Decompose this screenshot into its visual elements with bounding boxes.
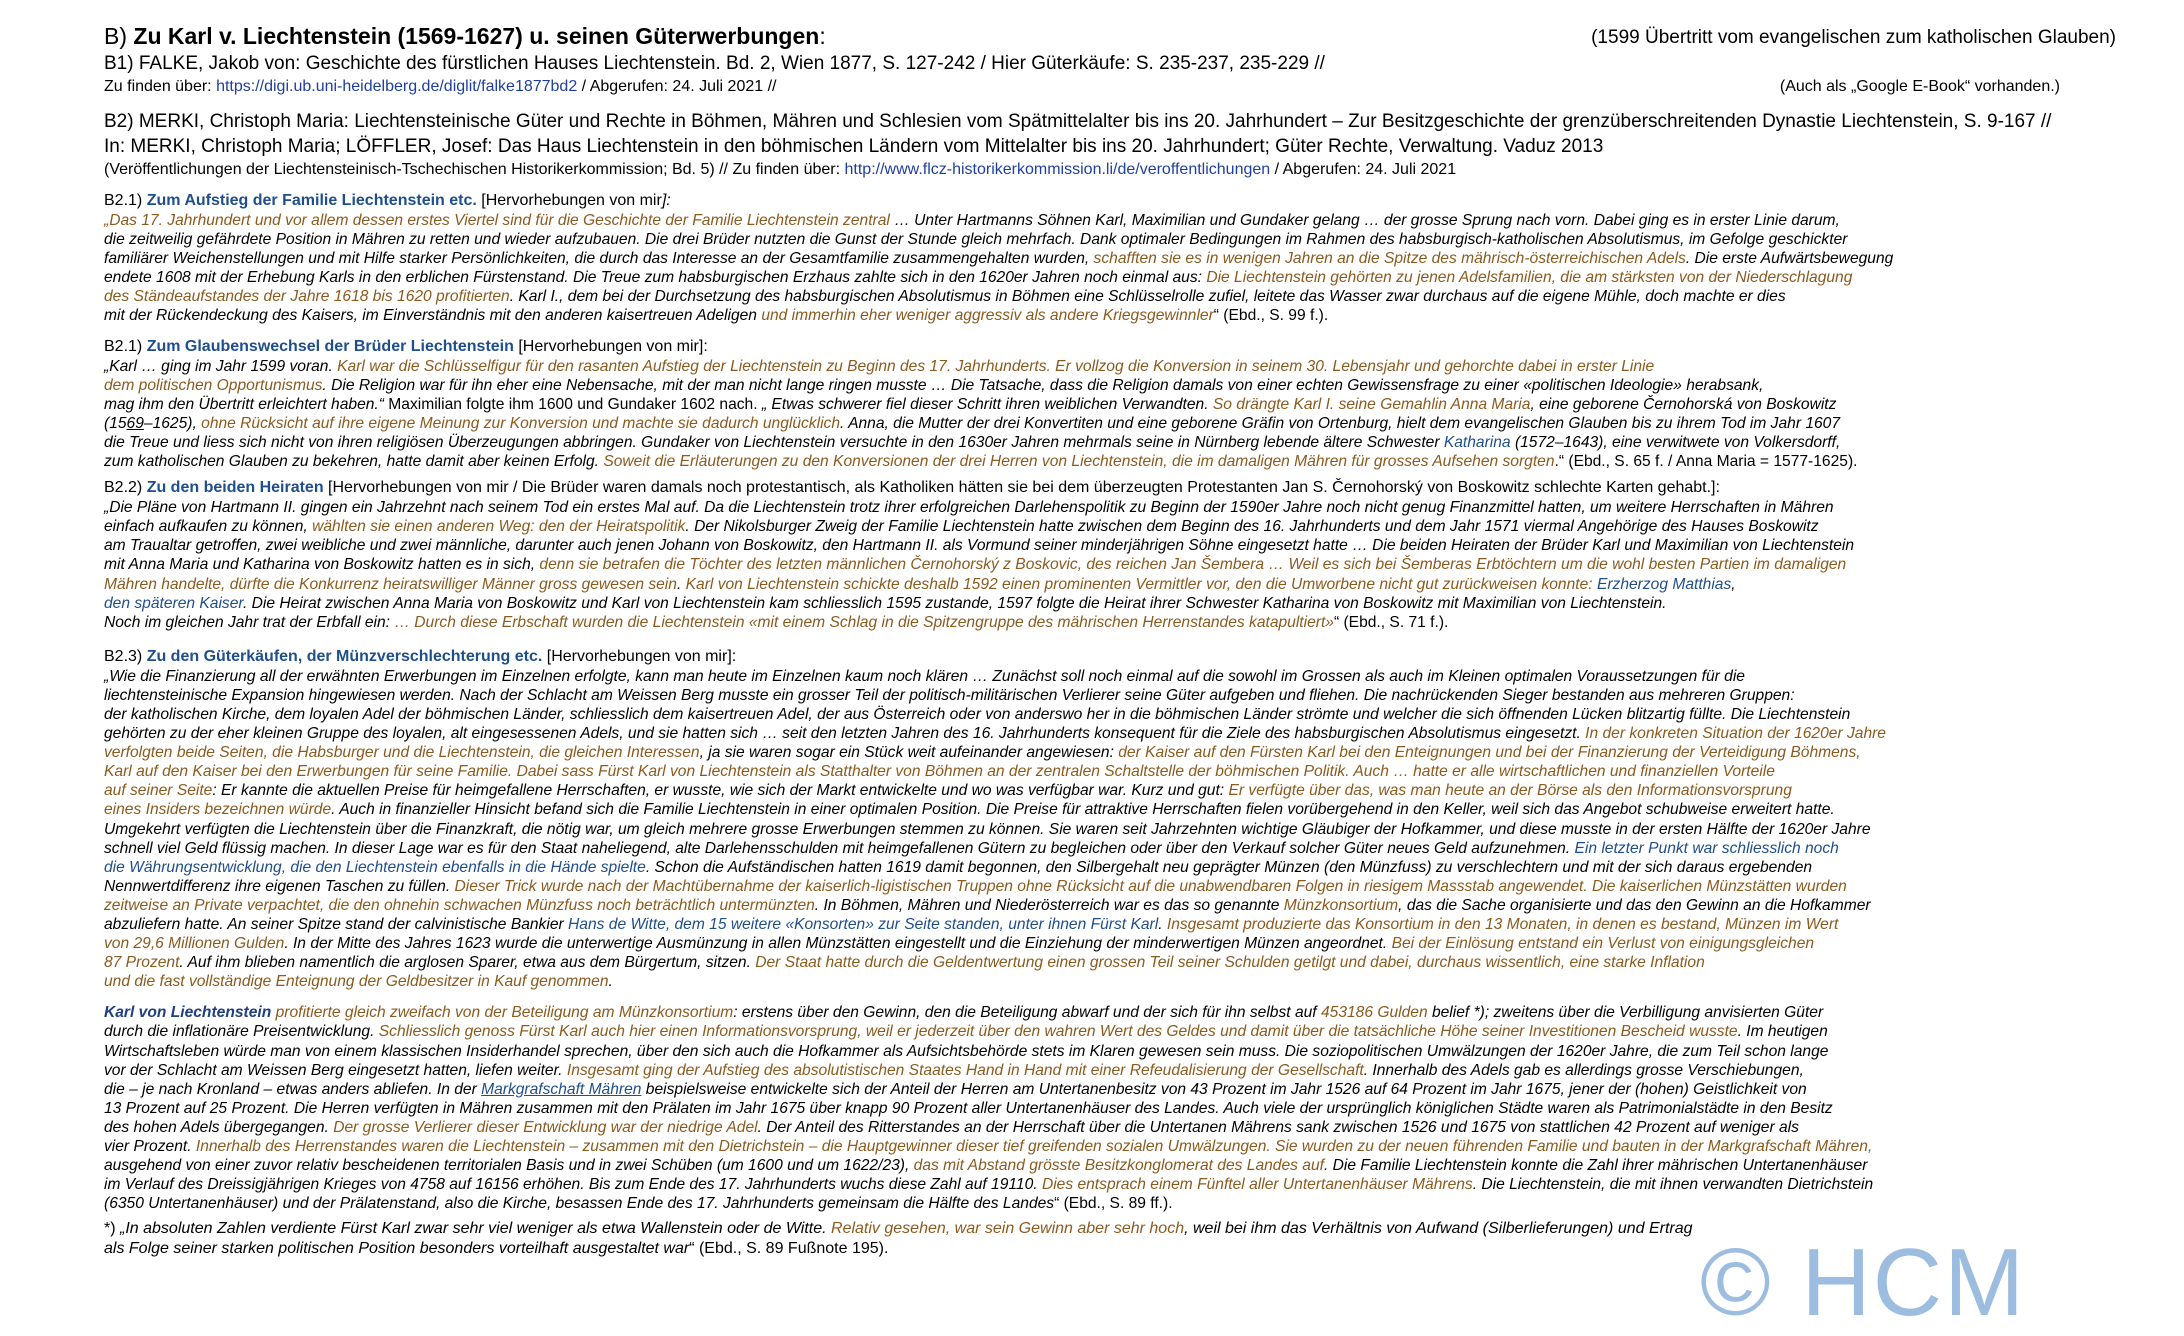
quote-text: vor der Schlacht am Weissen Berg eingesetzt hatten, liefen weiter. — [104, 1061, 567, 1079]
quote-text: mit Anna Maria und Katharina von Boskowitz hatten es in sich, — [104, 556, 540, 574]
highlight-text: zeitweise an Private verpachtet, die den ohnehin schwachen Münzfuss noch beträchtlich untermünzten — [104, 896, 815, 914]
text-line — [104, 230, 2144, 249]
text-line — [104, 915, 2144, 934]
quote-text: 13 Prozent auf 25 Prozent. Die Herren verfügten in Mähren zusammen mit den Prälaten im Jahr 1675 über knapp 90 Prozent aller Untertanenhäuser des Landes. Auch viele der ursprünglich königlichen Städte waren als Patrimonialstädte in den Besitz — [104, 1099, 1833, 1117]
text-line — [104, 452, 2144, 471]
text-line — [104, 839, 2144, 858]
text-line — [104, 953, 2144, 972]
section-heading — [104, 190, 2144, 211]
text-line — [104, 376, 2144, 395]
b1-find-suffix: / Abgerufen: 24. Juli 2021 // — [577, 78, 777, 95]
header-colon: : — [819, 23, 826, 49]
text-line — [104, 555, 2144, 574]
footnote-highlight: Relativ gesehen, war sein Gewinn aber sehr hoch — [831, 1220, 1185, 1238]
highlight-text: So drängte Karl I. seine Gemahlin Anna Maria — [1212, 395, 1531, 413]
b2-line3-suffix: / Abgerufen: 24. Juli 2021 — [1270, 161, 1457, 178]
quote-text: (1572–1643), eine verwitwete von Volkersdorff, — [1510, 433, 1841, 451]
person-name: Karl von Liechtenstein — [104, 1004, 272, 1022]
section-title: Zum Glaubenswechsel der Brüder Liechtenstein — [146, 337, 514, 355]
text-line — [104, 800, 2144, 819]
text-line — [104, 934, 2144, 953]
section-number: B2.1) — [104, 192, 147, 209]
header-title-row — [104, 22, 2144, 51]
citation-ref: “ (Ebd., S. 89 ff.). — [1054, 1195, 1173, 1213]
b1-citation: B1) FALKE, Jakob von: Geschichte des fürstlichen Hauses Liechtenstein. Bd. 2, Wien 1877, S. 127-242 / Hier Güterkäufe: S. 235-237, 235-229 // — [104, 53, 1325, 74]
b1-link[interactable]: https://digi.ub.uni-heidelberg.de/diglit/falke1877bd2 — [216, 78, 578, 95]
text-line — [104, 594, 2144, 613]
highlight-text: und die fast vollständige Enteignung der Geldbesitzer in Kauf genommen — [104, 973, 609, 991]
section-note: [Hervorhebungen von mir]: — [513, 337, 708, 355]
quote-text: die – je nach Kronland – etwas anders abliefen. In der — [104, 1080, 482, 1098]
text-line — [104, 306, 2144, 325]
text-line — [104, 287, 2144, 306]
section-number: B2.3) — [104, 647, 147, 665]
b2-citation-line1: B2) MERKI, Christoph Maria: Liechtensteinische Güter und Rechte in Böhmen, Mähren und Schlesien vom Spätmittelalter bis ins 20. Jahrhundert – Zur Besitzgeschichte der grenzüberschreitenden Dynastie Liechtenstein, S. 9-167 // — [104, 111, 2052, 132]
text-line — [104, 1061, 2144, 1080]
text-line — [104, 1137, 2144, 1156]
section-heading — [104, 646, 2144, 667]
highlight-text: … Durch diese Erbschaft wurden die Liechtenstein «mit einem Schlag in die Spitzengruppe des mährischen Herrenstandes katapultiert» — [394, 613, 1334, 631]
text-line — [104, 1118, 2144, 1137]
text-line — [104, 268, 2144, 287]
section-karl-profit — [104, 1003, 2144, 1259]
quote-text: Nennwertdifferenz ihre eigenen Taschen zu füllen. — [104, 877, 455, 895]
text-line — [104, 1156, 2144, 1175]
quote-text: mit der Rückendeckung des Kaisers, im Einverständnis mit den anderen kaisertreuen Adeligen — [104, 307, 762, 325]
text-line — [104, 575, 2144, 594]
quote-text: (6350 Untertanenhäuser) und der Prälatenstand, also die Kirche, besassen Ende des 17. Jahrhunderts gemeinsam die Hälfte des Landes — [104, 1195, 1055, 1213]
highlight-text: Karl von Liechtenstein schickte deshalb 1592 einen prominenten Vermittler vor, den die Umworbene nicht gut zurückweisen konnte: — [685, 575, 1597, 593]
quote-text: –1625), — [143, 414, 202, 432]
text-line — [104, 249, 2144, 268]
text-line — [104, 1080, 2144, 1099]
highlight-text: denn sie betrafen die Töchter des letzten männlichen Černohorský z Boskovic, des reichen Jan Šembera … Weil es sich bei Šemberas Erbtöchtern um die wohl besten Partien im damaligen — [539, 556, 1847, 574]
text-line — [104, 433, 2144, 452]
highlight-text: Der Staat hatte durch die Geldentwertung einen grossen Teil seiner Schulden getilgt und dabei, durchaus wissentlich, eine starke Inflation — [755, 954, 1705, 972]
conversion-note: (1599 Übertritt vom evangelischen zum katholischen Glauben) — [1591, 27, 2116, 48]
highlight-text: Karl auf den Kaiser bei den Erwerbungen für seine Familie. Dabei sass Fürst Karl von Liechtenstein als Statthalter von Böhmen an der zentralen Schaltstelle der böhmischen Politik. Auch … hatte er alle wirtschaftlichen und finanziellen Vorteile — [104, 763, 1775, 781]
underlined-text: 69 — [126, 414, 144, 432]
highlight-text: Dies entsprach einem Fünftel aller Untertanenhäuser Mährens — [1041, 1176, 1473, 1194]
text-line — [104, 1003, 2144, 1022]
highlight-text: Mähren handelte, dürfte die Konkurrenz heiratswilliger Männer gross gewesen sein — [104, 575, 677, 593]
text-line — [104, 896, 2144, 915]
b2-line3-prefix: (Veröffentlichungen der Liechtensteinisch-Tschechischen Historikerkommission; Bd. 5) // Zu finden über: — [104, 161, 845, 178]
text-line — [104, 1042, 2144, 1061]
b1-find-prefix: Zu finden über: — [104, 78, 217, 95]
name-highlight: Katharina — [1443, 433, 1511, 451]
text-line — [104, 414, 2144, 433]
name-highlight: den späteren Kaiser — [104, 594, 243, 612]
text-line — [104, 613, 2144, 632]
text-line — [104, 1175, 2144, 1194]
blue-highlight: die Währungsentwicklung, die den Liechtenstein ebenfalls in die Hände spielte — [104, 858, 646, 876]
quote-text: . Der Nikolsburger Zweig der Familie Liechtenstein hatte zwischen dem Beginn des 16. Jahrhunderts und dem Jahr 1571 viermal Angehörige des Hauses Boskowitz — [685, 518, 1819, 536]
quote-text: . Der Anteil des Ritterstandes an der Herrschaft über die Untertanen Mährens sank zwischen 1526 und 1675 von stattlichen 42 Prozent auf weniger als — [757, 1118, 1799, 1136]
quote-text: . — [676, 575, 686, 593]
quote-paragraph-3 — [104, 498, 2144, 632]
text-line — [104, 877, 2144, 896]
quote-text: Umgekehrt verfügten die Liechtenstein über die Finanzkraft, die nötig war, um gleich mehrere grosse Erwerbungen stemmen zu können. Sie waren seit Jahrzehnten wichtige Gläubiger der Hofkammer, und diese musste in der ersten Hälfte der 1620er Jahre — [104, 820, 1871, 838]
name-highlight: Erzherzog Matthias — [1596, 575, 1732, 593]
highlight-text: dem politischen Opportunismus — [104, 376, 323, 394]
highlight-text: ohne Rücksicht auf ihre eigene Meinung zur Konversion und machte sie dadurch unglücklich — [201, 414, 840, 432]
section-number: B2.2) — [104, 479, 147, 497]
highlight-text: Karl war die Schlüsselfigur für den rasanten Aufstieg der Liechtenstein zu Beginn des 17. Jahrhunderts. Er vollzog die Konversion in seinem 30. Lebensjahr und gehorchte dabei in erster Linie — [337, 357, 1655, 375]
text-line — [104, 1194, 2144, 1213]
text-line — [104, 724, 2144, 743]
quote-text: . Die Religion war für ihn eher eine Nebensache, mit der man nicht lange ringen musste … Die Tatsache, dass die Religion damals von einer echten Gewissensfrage zu einer «politischen Ideologie» herabsank, — [322, 376, 1764, 394]
highlight-text: von 29,6 Millionen Gulden — [104, 935, 285, 953]
quote-paragraph-1 — [104, 211, 2144, 326]
header-prefix: B) — [104, 23, 134, 49]
text-line — [104, 498, 2144, 517]
quote-text: „Die Pläne von Hartmann II. gingen ein Jahrzehnt nach seinem Tod ein erstes Mal auf. Da die Liechtenstein trotz ihrer erfolgreichen Darlehenspolitik zu Beginn der 1590er Jahre noch nicht genug Finanzmittel hatten, um weitere Herrschaften in Mähren — [104, 499, 1834, 517]
highlight-text: 87 Prozent — [104, 954, 180, 972]
b1-find-row — [104, 76, 2144, 97]
section-title: Zum Aufstieg der Familie Liechtenstein etc. — [146, 192, 477, 209]
quote-text: . Die Familie Liechtenstein konnte die Zahl ihrer mährischen Untertanenhäuser — [1323, 1157, 1868, 1175]
text-line — [104, 357, 2144, 376]
quote-text: . — [1158, 916, 1167, 933]
quote-text: abzuliefern hatte. An seiner Spitze stand der calvinistische Bankier — [104, 916, 569, 933]
highlight-text: wählten sie einen anderen Weg: den der Heiratspolitik — [312, 518, 686, 536]
quote-text: . — [608, 973, 613, 991]
document-page — [104, 22, 2144, 1259]
highlight-text: Münzkonsortium — [1283, 896, 1399, 914]
citation-ref: “ (Ebd., S. 99 f.). — [1213, 307, 1329, 325]
quote-text: , ja sie waren sogar ein Stück weit aufeinander angewiesen: — [699, 744, 1119, 762]
quote-text: belief *); zweitens über die Verbilligung anvisierten Güter — [1427, 1004, 1824, 1022]
highlight-text: Insgesamt ging der Aufstieg des absolutistischen Staates Hand in Hand mit einer Refeudalisierung der Gesellschaft — [566, 1061, 1364, 1079]
quote-text: . Auf ihm blieben namentlich die arglosen Sparer, etwa aus dem Bürgertum, sitzen. — [179, 954, 756, 972]
section-title: Zu den beiden Heiraten — [146, 479, 324, 497]
copyright-watermark: © HCM — [1700, 1229, 2027, 1336]
quote-text: . Innerhalb des Adels gab es allerdings grosse Verschiebungen, — [1363, 1061, 1804, 1079]
quote-text: . Die Liechtenstein, die mit ihnen verwandten Dietrichstein — [1472, 1176, 1874, 1194]
highlight-text: Bei der Einlösung entstand ein Verlust von einigungsgleichen — [1391, 935, 1815, 953]
section-heading — [104, 477, 2144, 498]
upright-text: Maximilian folgte ihm 1600 und Gundaker 1602 nach. — [383, 395, 762, 413]
quote-text: . Schon die Aufständischen hatten 1619 damit begonnen, den Silbergehalt neu geprägter Münzen (den Münzfuss) zu verschlechtern und mit der sich daraus ergebenden — [645, 858, 1813, 876]
highlight-text: auf seiner Seite — [104, 782, 213, 800]
footnote-text: „In absoluten Zahlen verdiente Fürst Karl zwar sehr viel weniger als etwa Wallenstein oder de Witte. — [120, 1220, 832, 1238]
quote-text: ausgehend von einer zuvor relativ bescheidenen territorialen Basis und in zwei Schüben (um 1600 und um 1622/23), — [104, 1157, 914, 1175]
quote-text: durch die inflationäre Preisentwicklung. — [104, 1023, 379, 1041]
quote-text: des hohen Adels übergegangen. — [104, 1118, 334, 1136]
quote-text: , — [1731, 575, 1736, 593]
section-aufstieg — [104, 190, 2144, 326]
quote-text: . In Böhmen, Mähren und Niederösterreich war es das so genannte — [814, 896, 1284, 914]
quote-text: einfach aufkaufen zu können, — [104, 518, 313, 536]
quote-text: familiärer Weichenstellungen und mit Hilfe starker Persönlichkeiten, die durch das Interesse an der Gesamtfamilie zusammengehalten wurden, — [104, 250, 1094, 268]
highlight-text: verfolgten beide Seiten, die Habsburger und die Liechtenstein, die gleichen Interessen — [104, 744, 700, 762]
section-number: B2.1) — [104, 337, 147, 355]
quote-paragraph-2 — [104, 357, 2144, 472]
section-glaubenswechsel — [104, 336, 2144, 472]
section-note: [Hervorhebungen von mir]: — [542, 647, 737, 665]
quote-text: mag ihm den Übertritt erleichtert haben.“ — [104, 395, 384, 413]
text-line — [104, 858, 2144, 877]
page-title: Zu Karl v. Liechtenstein (1569-1627) u. seinen Güterwerbungen — [133, 23, 820, 49]
quote-text: vier Prozent. — [104, 1138, 196, 1156]
text-line — [104, 743, 2144, 762]
quote-text: gehörten zu der eher kleinen Gruppe des loyalen, alt eingesessenen Adels, und sie hatten sich … seit den letzten Jahren des 16. Jahrhunderts konsequent für die Ziele des habsburgischen Absolutismus eingesetzt. — [104, 725, 1586, 743]
quote-text: Wirtschaftsleben würde man von einem klassischen Insiderhandel sprechen, über den sich auch die Hofkammer als Aufsichtsbehörde stets im Klaren gewesen sein muss. Die soziopolitischen Umwälzungen der 1620er Jahre, die zum Teil schon lange — [104, 1042, 1829, 1060]
quote-text: „Wie die Finanzierung all der erwähnten Erwerbungen im Einzelnen erfolgte, kann man heute im Einzelnen kaum noch klären … Zunächst soll noch einmal auf die sowohl im Grossen als auch im Kleinen optimalen Voraussetzungen für die — [104, 667, 1745, 685]
footnote-text: , weil bei ihm das Verhältnis von Aufwand (Silberlieferungen) und Ertrag — [1184, 1220, 1693, 1238]
quote-text: . Im heutigen — [1737, 1023, 1828, 1041]
highlight-text: Schliesslich genoss Fürst Karl auch hier einen Informationsvorsprung, weil er jederzeit über den wahren Wert des Geldes und damit über die tatsächliche Höhe seiner Investitionen Bescheid wusste — [378, 1023, 1738, 1041]
quote-text: am Traualtar getroffen, zwei weibliche und zwei männliche, darunter auch jenen Johann von Boskowitz, den Hartmann II. als Vormund seiner minderjährigen Söhne eingesetzt hatte … Die beiden Heiraten der Brüder Karl und Maximilian von Liechtenstein — [104, 537, 1855, 555]
quote-text: . Die Heirat zwischen Anna Maria von Boskowitz und Karl von Liechtenstein kam schliesslich 1595 zustande, 1597 folgte die Heirat ihrer Schwester Katharina von Boskowitz mit Maximilian von Liechtenstein. — [243, 594, 1667, 612]
text-line — [104, 820, 2144, 839]
highlight-text: Soweit die Erläuterungen zu den Konversionen der drei Herren von Liechtenstein, die im damaligen Mähren für grosses Aufsehen sorgten — [603, 453, 1555, 471]
blue-highlight: Ein letzter Punkt war schliesslich noch — [1574, 839, 1839, 857]
quote-text: liechtensteinische Expansion hingewiesen werden. Nach der Schlacht am Weissen Berg musste ein grosser Teil der politisch-militärischen Verlierer seine Güter aufgeben und fliehen. Die nachrückenden Sieger bestanden aus mehreren Gruppen: — [104, 686, 1795, 704]
b2-citation-line2: In: MERKI, Christoph Maria; LÖFFLER, Josef: Das Haus Liechtenstein in den böhmischen Ländern vom Mittelalter bis ins 20. Jahrhundert; Güter Rechte, Verwaltung. Vaduz 2013 — [104, 136, 1604, 157]
text-line — [104, 781, 2144, 800]
highlight-text: Dieser Trick wurde nach der Machtübernahme der kaiserlich-ligistischen Truppen ohne Rücksicht auf die unabwendbaren Folgen in riesigem Massstab angewendet. Die kaiserlichen Münzstätten wurden — [454, 877, 1847, 895]
quote-text: : erstens über den Gewinn, den die Beteiligung abwarf und der sich für ihn selbst auf — [733, 1004, 1321, 1022]
quote-text: zum katholischen Glauben zu bekehren, hatte damit aber keinen Erfolg. — [104, 453, 604, 471]
quote-text: , das die Sache organisierte und das den Gewinn an die Hofkammer — [1398, 896, 1871, 914]
highlight-text: Innerhalb des Herrenstandes waren die Liechtenstein – zusammen mit den Dietrichstein – die Hauptgewinner dieser tief greifenden sozialen Umwälzungen. Sie wurden zu der neuen führenden Familie und bauten in der Markgrafschaft Mähren, — [195, 1138, 1873, 1156]
text-line — [104, 1099, 2144, 1118]
quote-text: „Karl … ging im Jahr 1599 voran. — [104, 357, 338, 375]
citation-ref: .“ (Ebd., S. 65 f. / Anna Maria = 1577-1625). — [1554, 453, 1858, 471]
section-note-end: ]: — [661, 192, 671, 209]
quote-text: : Er kannte die aktuellen Preise für heimgefallene Herrschaften, er wusste, wie sich der Markt entwickelte und wo was verfügbar war. Kurz und gut: — [212, 782, 1229, 800]
section-heading — [104, 336, 2144, 357]
quote-text: . In der Mitte des Jahres 1623 wurde die unterwertige Ausmünzung in allen Münzstätten eingestellt und die Einziehung der minderwertigen Münzen angeordnet. — [284, 935, 1392, 953]
section-title: Zu den Güterkäufen, der Münzverschlechterung etc. — [146, 647, 543, 665]
highlight-text: eines Insiders bezeichnen würde — [104, 801, 332, 819]
quote-text: die zeitweilig gefährdete Position in Mähren zu retten und wieder aufzubauen. Die drei Brüder nutzten die Gunst der Stunde gleich mehrfach. Dank optimaler Bedingungen im Rahmen des habsburgisch-katholischen Absolutismus, im Gefolge geschickter — [104, 231, 1848, 249]
quote-text: beispielsweise entwickelte sich der Anteil der Herren am Untertanenbesitz von 43 Prozent im Jahr 1526 auf 64 Prozent im Jahr 1675, jener der (hohen) Geistlichkeit von — [641, 1080, 1807, 1098]
quote-text: . Karl I., dem bei der Durchsetzung des habsburgischen Absolutismus in Böhmen eine Schlüsselrolle zufiel, leitete das Wasser zwar durchaus auf die eigene Mühle, doch machte er dies — [509, 288, 1786, 306]
markgrafschaft-link[interactable]: Markgrafschaft Mähren — [481, 1080, 642, 1098]
quote-text: . Die erste Aufwärtsbewegung — [1685, 250, 1894, 268]
highlight-text: und immerhin eher weniger aggressiv als andere Kriegsgewinnler — [761, 307, 1214, 325]
text-line — [104, 667, 2144, 686]
text-line — [104, 972, 2144, 991]
highlight-text: Der grosse Verlierer dieser Entwicklung war der niedrige Adel — [333, 1118, 758, 1136]
highlight-text: schafften sie es in wenigen Jahren an die Spitze des mährisch-österreichischen Adels — [1093, 250, 1686, 268]
quote-text: „ Etwas schwerer fiel dieser Schritt ihren weiblichen Verwandten. — [761, 395, 1213, 413]
quote-text: , eine geborene Černohorská von Boskowitz — [1530, 395, 1837, 413]
quote-text: … Unter Hartmanns Söhnen Karl, Maximilian und Gundaker gelang … der grosse Sprung nach vorn. Dabei ging es in erster Linie darum, — [894, 212, 1840, 229]
highlight-text: profitierte gleich zweifach von der Beteiligung am Münzkonsortium — [275, 1004, 734, 1022]
quote-text: (15 — [104, 414, 127, 432]
quote-text: der katholischen Kirche, dem loyalen Adel der böhmischen Länder, schliesslich dem kaisertreuen Adel, der aus Österreich oder von anderswo her in die böhmischen Länder strömte und welcher die sich öffnenden Lücken blitzartig füllte. Die Liechtenstein — [104, 705, 1851, 723]
footnote-text: als Folge seiner starken politischen Position besonders vorteilhaft ausgestaltet war — [104, 1240, 690, 1258]
quote-text: endete 1608 mit der Erhebung Karls in den erblichen Fürstenstand. Die Treue zum habsburgischen Erzhaus zahlte sich in den 1620er Jahren noch einmal aus: — [104, 269, 1207, 287]
highlight-text: das mit Abstand grösste Besitzkonglomerat des Landes auf — [913, 1157, 1324, 1175]
highlight-text: Insgesamt produzierte das Konsortium in den 13 Monaten, in denen es bestand, Münzen im Wert — [1166, 916, 1839, 933]
footnote-marker: *) — [104, 1220, 120, 1238]
quote-text: schnell viel Geld flüssig machen. In dieser Lage war es für den Staat naheliegend, alte Darlehensschulden mit heimgefallenen Gütern zu begleichen oder über den Verkauf solcher Güter neues Geld aufzunehmen. — [104, 839, 1575, 857]
highlight-text: In der konkreten Situation der 1620er Jahre — [1585, 725, 1886, 743]
text-line — [104, 536, 2144, 555]
quote-paragraph-5 — [104, 1003, 2144, 1213]
text-line — [104, 686, 2144, 705]
text-line — [104, 395, 2144, 414]
highlight-text: „Das 17. Jahrhundert und vor allem dessen erstes Viertel sind für die Geschichte der Familie Liechtenstein zentral — [104, 212, 890, 229]
quote-text: die Treue und liess sich nicht von ihren religiösen Überzeugungen abbringen. Gundaker von Liechtenstein versuchte in den 1630er Jahren mehrmals seine in Nürnberg lebende ältere Schwester — [104, 433, 1444, 451]
text-line — [104, 211, 2144, 230]
section-gueterkaeufe — [104, 646, 2144, 992]
quote-text: im Verlauf des Dreissigjährigen Krieges von 4758 auf 16156 erhöhen. Bis zum Ende des 17. Jahrhunderts wuchs diese Zahl auf 19110. — [104, 1176, 1042, 1194]
text-line — [104, 762, 2144, 781]
blue-highlight: Hans de Witte, dem 15 weitere «Konsorten» zur Seite standen, unter ihnen Fürst Karl — [568, 916, 1159, 933]
text-line — [104, 1022, 2144, 1041]
ebook-note: (Auch als „Google E-Book“ vorhanden.) — [1779, 78, 2060, 95]
quote-text: . Anna, die Mutter der drei Konvertiten und eine geborene Gräfin von Ortenburg, hielt dem evangelischen Glauben bis zu ihrem Tod im Jahr 1607 — [840, 414, 1841, 432]
highlight-text: der Kaiser auf den Fürsten Karl bei den Enteignungen und bei der Finanzierung der Verteidigung Böhmens, — [1118, 744, 1861, 762]
footnote-citation: “ (Ebd., S. 89 Fußnote 195). — [689, 1240, 889, 1258]
section-note: [Hervorhebungen von mir — [476, 192, 662, 209]
highlight-text: des Ständeaufstandes der Jahre 1618 bis 1620 profitierten — [104, 288, 510, 306]
b2-citation-line3 — [104, 159, 2144, 180]
text-line — [104, 705, 2144, 724]
quote-text: . Auch in finanzieller Hinsicht befand sich die Familie Liechtenstein in einer optimalen Position. Die Preise für attraktive Herrschaften fielen vorübergehend in den Keller, weil sich das Angebot schubweise erweitert hatte. — [331, 801, 1835, 819]
citation-ref: “ (Ebd., S. 71 f.). — [1333, 613, 1449, 631]
b2-link[interactable]: http://www.flcz-historikerkommission.li/de/veroffentlichungen — [844, 161, 1271, 178]
section-heiraten — [104, 477, 2144, 632]
highlight-text: 453186 Gulden — [1320, 1004, 1428, 1022]
quote-text: Noch im gleichen Jahr trat der Erbfall ein: — [104, 613, 395, 631]
highlight-text: Die Liechtenstein gehörten zu jenen Adelsfamilien, die am stärksten von der Niederschlagung — [1206, 269, 1853, 287]
highlight-text: Er verfügte über das, was man heute an der Börse als den Informationsvorsprung — [1228, 782, 1792, 800]
section-note: [Hervorhebungen von mir / Die Brüder waren damals noch protestantisch, als Katholiken hätten sie bei dem überzeugten Protestanten Jan S. Černohorský von Boskowitz schlechte Karten gehabt.]: — [323, 479, 1720, 497]
text-line — [104, 517, 2144, 536]
quote-paragraph-4 — [104, 667, 2144, 992]
